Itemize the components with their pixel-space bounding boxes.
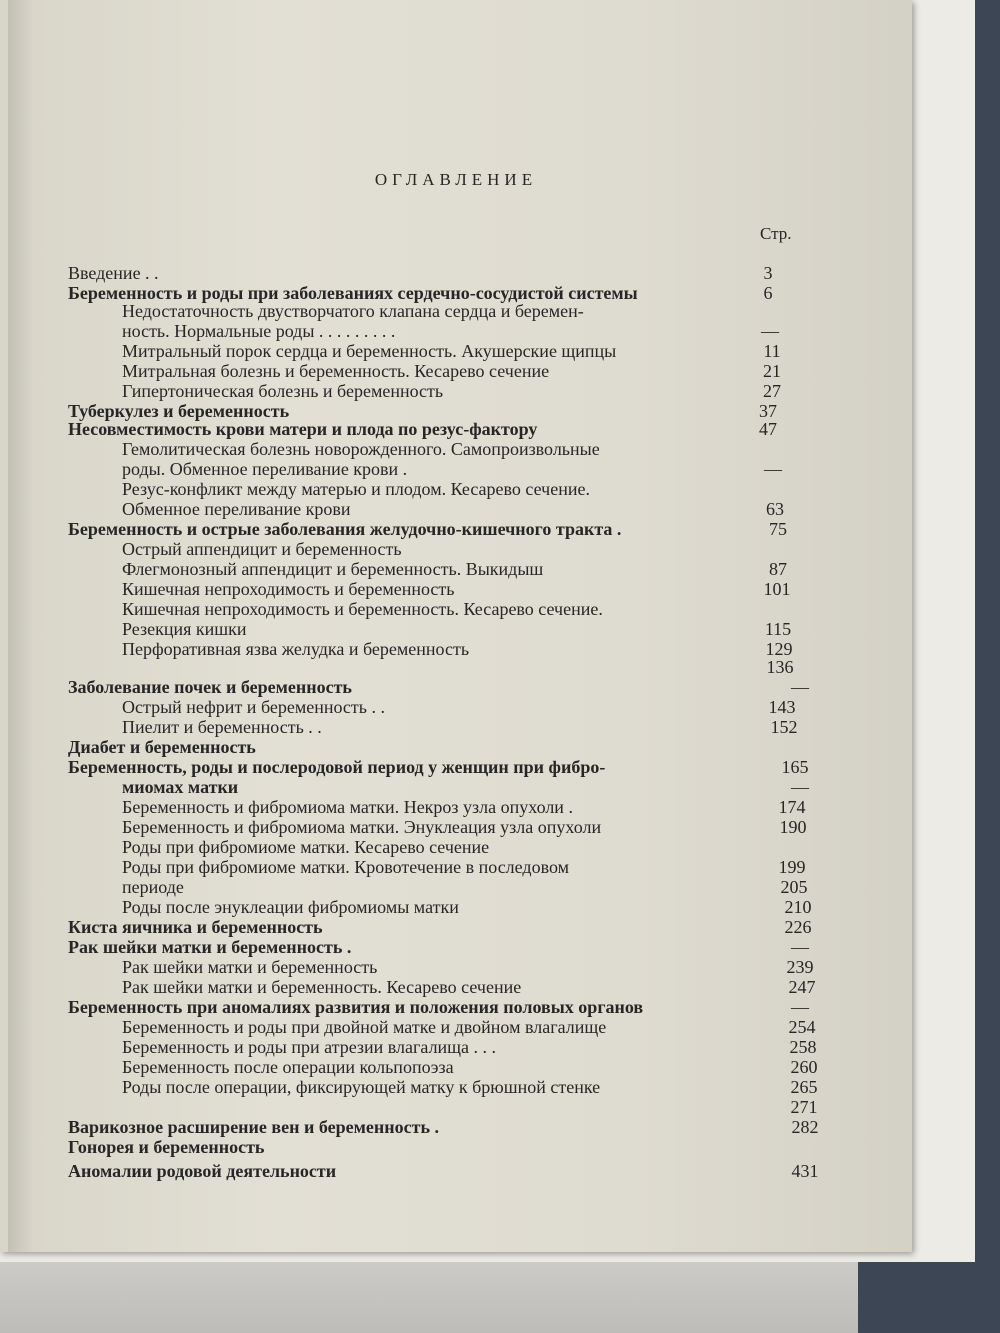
toc-entry-page: 101 [763, 579, 791, 599]
toc-entry-page: 247 [788, 977, 816, 997]
toc-entry [0, 340, 860, 362]
toc-entry [0, 1136, 860, 1158]
toc-entry [0, 736, 860, 758]
toc-entry-title: Роды после операции, фиксирующей матку к брюшной стенке [122, 1077, 601, 1097]
toc-entry-title: Введение . . [68, 263, 159, 283]
toc-entry [0, 1036, 860, 1058]
toc-entry-page: 136 [766, 657, 794, 677]
toc-entry-page: — [791, 677, 809, 697]
toc-entry-title: Недостаточность двустворчатого клапана сердца и беремен- [122, 301, 584, 321]
toc-entry [0, 1056, 860, 1078]
toc-entry-title: Роды при фибромиоме матки. Кесарево сечение [122, 837, 490, 857]
toc-entry [0, 518, 860, 540]
toc-entry [0, 360, 860, 382]
toc-entry-page: 239 [786, 957, 814, 977]
toc-entry-title: Роды после энуклеации фибромиомы матки [122, 897, 459, 917]
toc-entry-page: 63 [766, 499, 784, 519]
toc-entry-page: 265 [790, 1077, 818, 1097]
toc-entry [0, 438, 860, 460]
toc-entry-page: 431 [791, 1161, 819, 1181]
toc-entry-page: — [764, 459, 782, 479]
toc-entry [0, 956, 860, 978]
toc-entry-page: 260 [790, 1057, 818, 1077]
toc-entry [0, 262, 860, 284]
toc-entry [0, 836, 860, 858]
toc-entry-title: Острый аппендицит и беременность [122, 539, 402, 559]
toc-entry [0, 1076, 860, 1098]
toc-entry-page: 6 [763, 283, 773, 303]
toc-entry [0, 816, 860, 838]
toc-entry-title: Диабет и беременность [68, 737, 256, 757]
toc-entry-title: Пиелит и беременность . . [122, 717, 322, 737]
toc-entry-title: Митральная болезнь и беременность. Кесарево сечение [122, 361, 550, 381]
toc-entry-title: Аномалии родовой деятельности [68, 1161, 337, 1181]
toc-entry-title: Резекция кишки [122, 619, 247, 639]
toc-entry-page: 129 [765, 639, 793, 659]
toc-entry-page: 165 [781, 757, 809, 777]
toc-entry [0, 538, 860, 560]
toc-entry-title: Перфоративная язва желудка и беременность [122, 639, 470, 659]
toc-entry-page: 210 [784, 897, 812, 917]
toc-entry [0, 1160, 860, 1182]
toc-entry-title: миомах матки [122, 777, 239, 797]
toc-entry-page: 205 [780, 877, 808, 897]
toc-entry [0, 936, 860, 958]
toc-entry-page: 27 [763, 381, 781, 401]
toc-entry-title: Гемолитическая болезнь новорожденного. Самопроизвольные [122, 439, 600, 459]
toc-entry [0, 916, 860, 938]
toc-entry-title: Туберкулез и беременность [68, 401, 290, 421]
toc-entry-title: Кишечная непроходимость и беременность. Кесарево сечение. [122, 599, 603, 619]
toc-entry-page: 143 [768, 697, 796, 717]
toc-entry [0, 696, 860, 718]
toc-entry-page: 11 [763, 341, 781, 361]
toc-entry [0, 478, 860, 500]
toc-entry-title: периоде [122, 877, 184, 897]
toc-entry [0, 796, 860, 818]
toc-entry [0, 656, 860, 678]
toc-entry-title: Обменное переливание крови [122, 499, 351, 519]
toc-entry-page: 3 [763, 263, 773, 283]
page-column-label: Стр. [760, 224, 792, 243]
toc-entry [0, 458, 860, 480]
toc-entry [0, 776, 860, 798]
toc-entry [0, 876, 860, 898]
toc-entry-title: Кишечная непроходимость и беременность [122, 579, 455, 599]
toc-entry-page: 152 [770, 717, 798, 737]
toc-entry-title: Беременность при аномалиях развития и положения половых органов [68, 997, 644, 1017]
toc-entry-title: Беременность и роды при заболеваниях сердечно-сосудистой системы [68, 283, 638, 303]
toc-entry-page: 47 [759, 419, 777, 439]
toc-entry-title: Беременность, роды и послеродовой период у женщин при фибро- [68, 757, 606, 777]
toc-entry-title: Беременность и острые заболевания желудочно-кишечного тракта . [68, 519, 622, 539]
toc-entry-title: Рак шейки матки и беременность. Кесарево сечение [122, 977, 522, 997]
toc-entry-page: 75 [769, 519, 787, 539]
toc-entry [0, 896, 860, 918]
toc-entry [0, 756, 860, 778]
toc-entry-title: Гонорея и беременность [68, 1137, 265, 1157]
toc-entry-page: 174 [778, 797, 806, 817]
toc-entry [0, 976, 860, 998]
toc-entry-page: 21 [763, 361, 781, 381]
toc-entry-title: Митральный порок сердца и беременность. Акушерские щипцы [122, 341, 617, 361]
toc-entry-title: Роды при фибромиоме матки. Кровотечение в последовом [122, 857, 570, 877]
toc-entry [0, 598, 860, 620]
toc-entry-title: Беременность после операции кольпопоэза [122, 1057, 454, 1077]
toc-entry-title: Беременность и роды при двойной матке и двойном влагалище [122, 1017, 607, 1037]
toc-entry-page: — [791, 777, 809, 797]
toc-entry-page: 282 [791, 1117, 819, 1137]
toc-entry-page: — [761, 321, 779, 341]
toc-entry-title: Беременность и роды при атрезии влагалища . . . [122, 1037, 497, 1057]
toc-entry-page: 258 [789, 1037, 817, 1057]
toc-entry-title: Беременность и фибромиома матки. Некроз узла опухоли . [122, 797, 573, 817]
toc-entry [0, 996, 860, 1018]
toc-entry [0, 498, 860, 520]
toc-entry [0, 558, 860, 580]
toc-entry [0, 380, 860, 402]
toc-entry-page: 254 [788, 1017, 816, 1037]
toc-entry [0, 856, 860, 878]
toc-entry [0, 618, 860, 640]
toc-entry-title: Несовместимость крови матери и плода по резус-фактору [68, 419, 538, 439]
toc-entry-title: ность. Нормальные роды . . . . . . . . . [122, 321, 396, 341]
toc-entry-title: Гипертоническая болезнь и беременность [122, 381, 444, 401]
toc-entry-page: 115 [764, 619, 792, 639]
toc-entry-title: Флегмонозный аппендицит и беременность. Выкидыш [122, 559, 544, 579]
toc-entry-page: — [791, 997, 809, 1017]
toc-entry [0, 1096, 860, 1118]
toc-entry-page: 199 [778, 857, 806, 877]
toc-entry-page: 87 [769, 559, 787, 579]
toc-entry [0, 418, 860, 440]
toc-entry-page: 226 [784, 917, 812, 937]
toc-entry [0, 300, 860, 322]
toc-entry-title: Варикозное расширение вен и беременность . [68, 1117, 439, 1137]
page-title: ОГЛАВЛЕНИЕ [374, 170, 538, 189]
toc-entry-title: роды. Обменное переливание крови . [122, 459, 408, 479]
toc-entry [0, 676, 860, 698]
toc-entry-title: Беременность и фибромиома матки. Энуклеация узла опухоли [122, 817, 602, 837]
toc-entry-page: — [791, 937, 809, 957]
toc-entry [0, 1016, 860, 1038]
toc-entry-page: 190 [779, 817, 807, 837]
toc-entry-title: Киста яичника и беременность [68, 917, 323, 937]
toc-entry-title: Рак шейки матки и беременность . [68, 937, 352, 957]
toc-entry-title: Рак шейки матки и беременность [122, 957, 378, 977]
toc-entry [0, 578, 860, 600]
toc-entry-title: Заболевание почек и беременность [68, 677, 352, 697]
toc-entry-page: 37 [759, 401, 777, 421]
toc-entry-title: Резус-конфликт между матерью и плодом. Кесарево сечение. [122, 479, 590, 499]
toc-entry-page: 271 [790, 1097, 818, 1117]
toc-entry [0, 716, 860, 738]
toc-entry [0, 1116, 860, 1138]
toc-entry-title: Острый нефрит и беременность . . [122, 697, 385, 717]
toc-entry [0, 320, 860, 342]
